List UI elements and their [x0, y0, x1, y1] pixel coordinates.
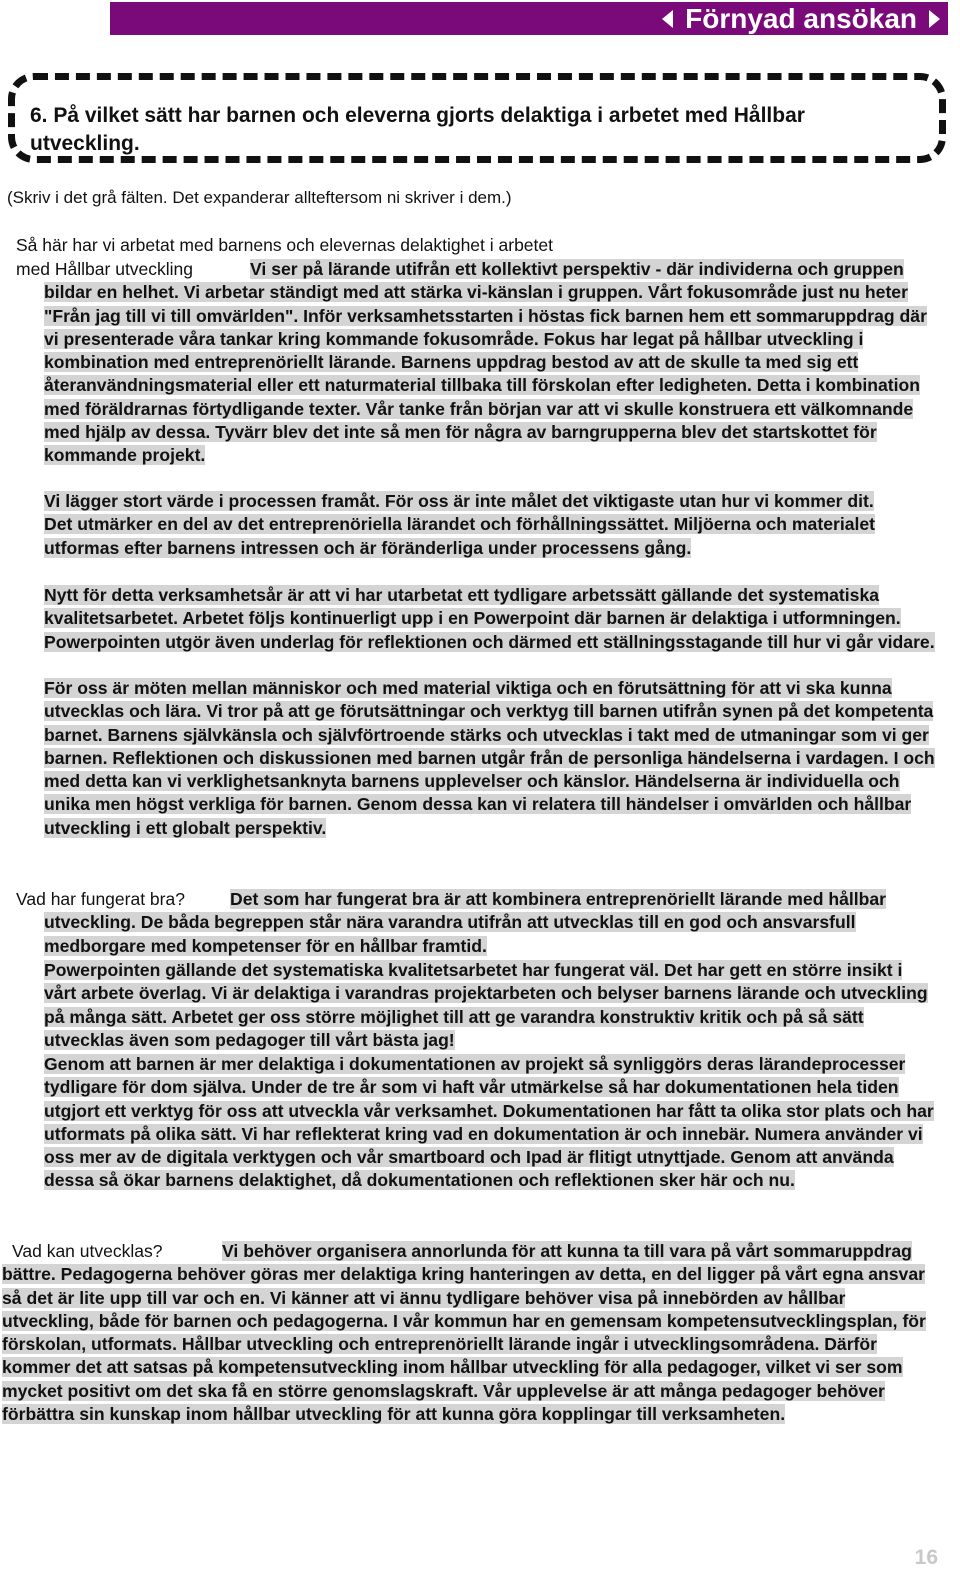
instruction-text: (Skriv i det grå fälten. Det expanderar allteftersom ni skriver i dem.) — [7, 188, 512, 207]
answer-field-paragraph[interactable]: Vi behöver organisera annorlunda för att kunna ta till vara på vårt sommaruppdrag bättre. Pedagogerna behöver göras mer delaktiga kring hanteringen av detta, en del ligger på vårt egna ansvar så det är lite upp till var och en. Vi känner att vi ännu tydligare behöver visa på innebörden av hållbar utveckling, både för barnen och pedagogerna. I vår kommun har en gemensam kompetensutvecklingsplan, för förskolan, utformats. Hållbar utveckling och entreprenöriellt lärande ingår i utvecklingsområdena. Därför kommer det att satsas på kompetensutveckling inom hållbar utveckling för alla pedagoger, vilket vi ser som mycket positivt om det ska få en större genomslagskraft. Vår upplevelse är att många pedagoger behöver förbättra sin kunskap inom hållbar utveckling för att kunna göra kopplingar till verksamheten. — [2, 1241, 926, 1425]
header-title: Förnyad ansökan — [685, 2, 917, 34]
prompt-label-cont: med Hållbar utveckling — [16, 259, 194, 279]
answer-field-paragraph[interactable]: För oss är möten mellan människor och med material viktiga och en förutsättning för att vi ska kunna utvecklas och lära. Vi tror på att ge förutsättningar och verktyg till barnen utifrån synen på det kompetenta barnet. Barnens självkänsla och självförtroende stärks och utvecklas i takt med de utmaningar som vi ger barnen. Reflektionen och diskussionen med barnen utgår från de personliga händelserna i vardagen. I och med detta kan vi verklighetsanknyta barnens upplevelser och känslor. Händelserna är individuella och unika men högst verkliga för barnen. Genom dessa kan vi relatera till händelser i omvärlden och hållbar utveckling i ett globalt perspektiv. — [44, 678, 935, 838]
prompt-label: Vad har fungerat bra? — [16, 889, 185, 909]
next-arrow-icon[interactable] — [929, 10, 940, 28]
answer-field-paragraph[interactable]: Vi lägger stort värde i processen framåt. För oss är inte målet det viktigaste utan hur vi kommer dit. Det utmärker en del av det entreprenöriella lärandet och förhållningssättet. Miljöerna och materialet utformas efter barnens intressen och är föränderliga under processens gång. — [44, 491, 876, 558]
answer-field-paragraph[interactable]: Genom att barnen är mer delaktiga i dokumentationen av projekt så synliggörs deras lärandeprocesser tydligare för dom själva. Under de tre år som vi haft vår utmärkelse så har dokumentationen hela tiden utgjort ett verktyg för oss att utveckla vår verksamhet. Dokumentationen har fått ta olika stor plats och har utformats på olika sätt. Vi har reflekterat kring vad en dokumentation är och innebär. Numera använder vi oss mer av de digitala verktygen och vår smartboard och Ipad är flitigt utnyttjade. Genom att använda dessa så ökar barnens delaktighet, då dokumentationen och reflektionen sker här och nu. — [44, 1054, 934, 1191]
page-number: 16 — [914, 1546, 938, 1569]
question-heading: 6. På vilket sätt har barnen och eleverna gjorts delaktiga i arbetet med Hållbar utveckling. — [30, 104, 805, 155]
answer-field-paragraph[interactable]: Nytt för detta verksamhetsår är att vi har utarbetat ett tydligare arbetssätt gällande det systematiska kvalitetsarbetet. Arbetet följs kontinuerligt upp i en Powerpoint där barnen är delaktiga i utformningen. Powerpointen utgör även underlag för reflektionen och därmed ett ställningsstagande till hur vi går vidare. — [44, 585, 935, 652]
previous-arrow-icon[interactable] — [662, 10, 673, 28]
answer-field-paragraph[interactable]: Det som har fungerat bra är att kombinera entreprenöriellt lärande med hållbar utveckling. De båda begreppen står nära varandra utifrån att utvecklas till en god och ansvarsfull medborgare med kompetenser för en hållbar framtid. — [44, 889, 887, 956]
answer-field-paragraph[interactable]: Powerpointen gällande det systematiska kvalitetsarbetet har fungerat väl. Det har gett en större insikt i vårt arbete överlag. Vi är delaktiga i varandras projektarbeten och belyser barnens lärande och utveckling på många sätt. Arbetet ger oss större möjlighet till att ge varandra konstruktiv kritik och på så sätt utvecklas även som pedagoger till vårt bästa jag! — [44, 960, 928, 1050]
prompt-label: Vad kan utvecklas? — [12, 1241, 163, 1261]
prompt-label: Så här har vi arbetat med barnens och elevernas delaktighet i arbetet — [16, 235, 553, 255]
answer-field-paragraph[interactable]: Vi ser på lärande utifrån ett kollektivt perspektiv - där individerna och gruppen bildar en helhet. Vi arbetar ständigt med att stärka vi-känslan i gruppen. Vårt fokusområde just nu heter "Från jag till vi till omvärlden". Inför verksamhetsstarten i höstas fick barnen hem ett sommaruppdrag där vi presenterade våra tankar kring kommande fokusområde. Fokus har legat på hållbar utveckling i kombination med entreprenöriellt lärande. Barnens uppdrag bestod av att de skulle ta med sig ett återanvändningsmaterial eller ett naturmaterial tillbaka till förskolan efter ledigheten. Detta i kombination med föräldrarnas förtydligande texter. Vår tanke från början var att vi skulle konstruera ett välkomnande med hjälp av dessa. Tyvärr blev det inte så men för några av barngrupperna blev det startskottet för kommande projekt. — [44, 259, 927, 466]
header-banner — [110, 2, 948, 35]
